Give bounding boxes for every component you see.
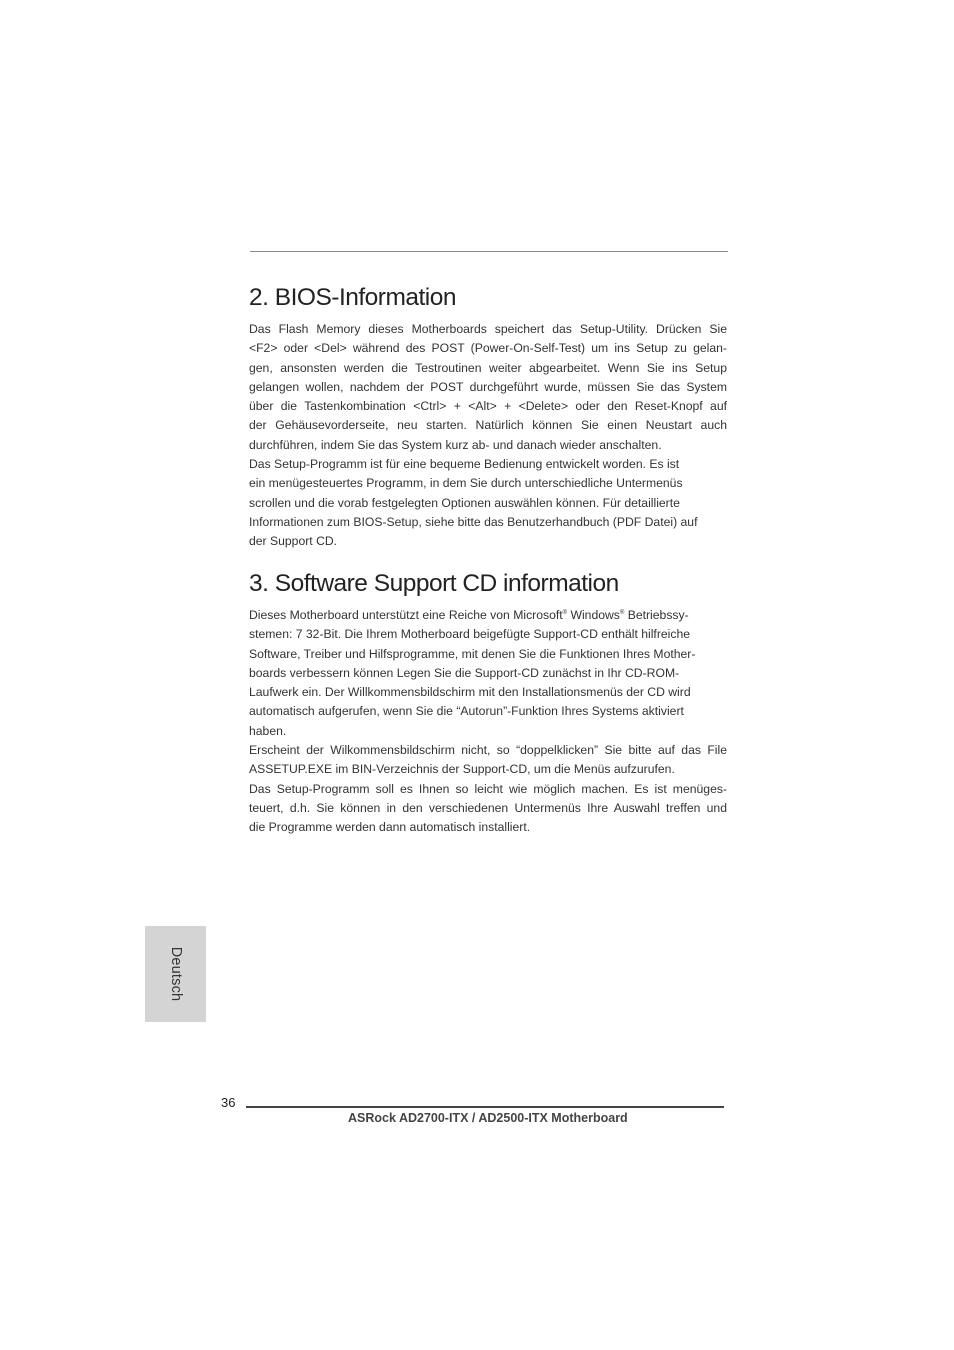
text-fragment: Dieses Motherboard unterstützt eine Reiche von Microsoft [249,608,563,622]
footer-divider [246,1106,724,1108]
language-tab-label: Deutsch [167,946,184,1002]
text-line: stemen: 7 32-Bit. Die Ihrem Motherboard beigefügte Support-CD enthält hilfreiche [249,627,691,642]
text-line: teuert, d.h. Sie können in den verschiedenen Untermenüs Ihre Auswahl treffen und [249,800,727,815]
text-line: der Support CD. [249,534,338,549]
text-line: scrollen und die vorab festgelegten Optionen auswählen können. Für detaillierte [249,495,680,510]
software-cd-section-body [249,606,727,838]
software-cd-section-title: 3. Software Support CD information [249,570,619,597]
page-number: 36 [221,1095,236,1110]
footer-title: ASRock AD2700-ITX / AD2500-ITX Motherboard [348,1111,628,1125]
text-line: der Gehäusevorderseite, neu starten. Natürlich können Sie einen Neustart auch [249,418,727,433]
text-line: die Programme werden dann automatisch installiert. [249,820,531,835]
text-fragment: Betriebssy- [624,608,689,622]
text-fragment: Windows [567,608,620,622]
text-line: Software, Treiber und Hilfsprogramme, mit denen Sie die Funktionen Ihres Mother- [249,646,696,661]
text-line: Das Setup-Programm soll es Ihnen so leicht wie möglich machen. Es ist menüges- [249,781,727,796]
text-line: ASSETUP.EXE im BIN-Verzeichnis der Support-CD, um die Menüs aufzurufen. [249,762,675,777]
text-line: Informationen zum BIOS-Setup, siehe bitte das Benutzerhandbuch (PDF Datei) auf [249,514,698,529]
bios-section-title: 2. BIOS-Information [249,284,457,311]
text-line: Das Setup-Programm ist für eine bequeme Bedienung entwickelt worden. Es ist [249,457,680,472]
text-line [249,606,727,625]
registered-mark: ® [619,610,625,616]
text-line: gelangen wollen, nachdem der POST durchgeführt wurde, müssen Sie das System [249,379,727,394]
text-line: Erscheint der Wilkommensbildschirm nicht, so “doppelklicken” Sie bitte auf das File [249,743,727,758]
text-line: ein menügesteuertes Programm, in dem Sie durch unterschiedliche Untermenüs [249,476,683,491]
top-divider [250,251,728,252]
language-tab [145,926,206,1022]
bios-section-body [249,320,727,552]
text-line: Das Flash Memory dieses Motherboards speichert das Setup-Utility. Drücken Sie [249,322,727,336]
text-line: über die Tastenkombination <Ctrl> + <Alt> + <Delete> oder den Reset-Knopf auf [249,399,727,414]
text-line: haben. [249,723,287,738]
text-line: boards verbessern können Legen Sie die Support-CD zunächst in Ihr CD-ROM- [249,665,680,680]
text-line: Laufwerk ein. Der Willkommensbildschirm mit den Installationsmenüs der CD wird [249,685,691,700]
text-line: automatisch aufgerufen, wenn Sie die “Autorun”-Funktion Ihres Systems aktiviert [249,704,684,719]
text-line: <F2> oder <Del> während des POST (Power-On-Self-Test) um ins Setup zu gelan- [249,341,727,356]
text-line: gen, ansonsten werden die Testroutinen weiter abgearbeitet. Wenn Sie ins Setup [249,360,727,375]
text-line: durchführen, indem Sie das System kurz ab- und danach wieder anschalten. [249,437,662,452]
registered-mark: ® [562,610,568,616]
